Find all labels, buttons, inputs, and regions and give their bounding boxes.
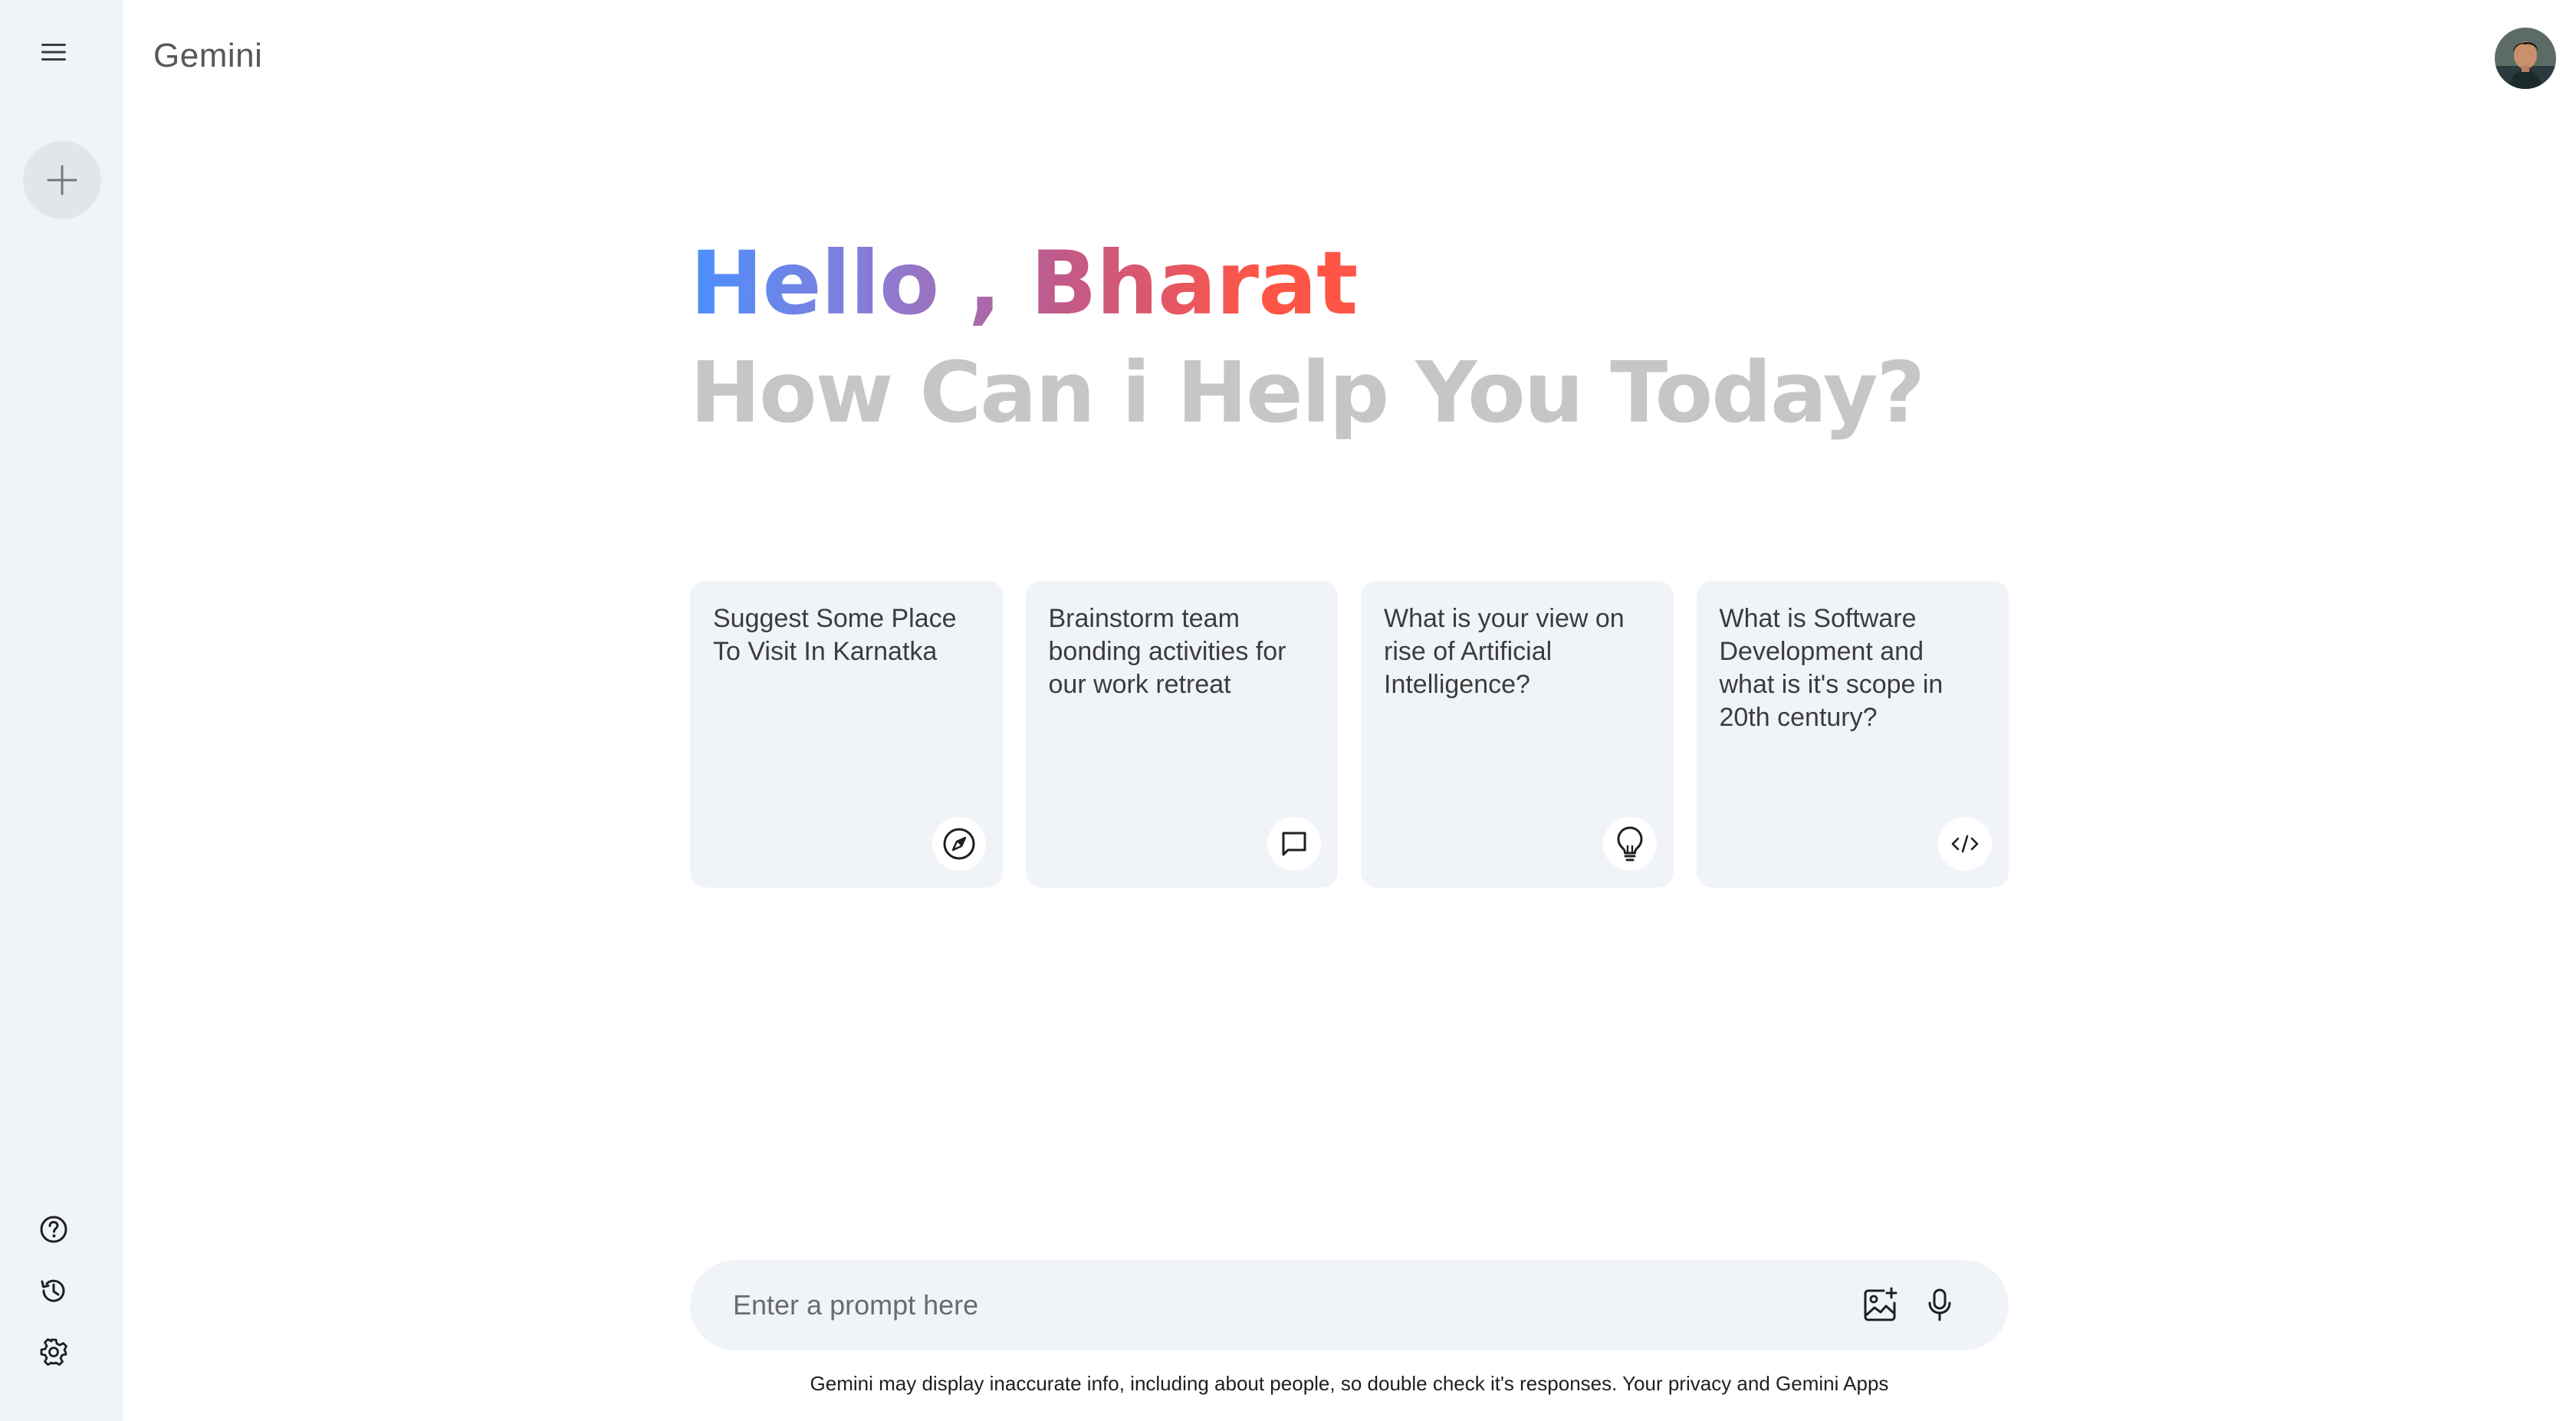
gear-icon xyxy=(38,1337,69,1367)
help-circle-icon xyxy=(38,1214,69,1245)
mic-icon xyxy=(1927,1288,1953,1323)
message-icon xyxy=(1279,829,1309,859)
greeting-hello: Hello , Bharat xyxy=(690,230,1358,337)
suggestion-card-karnataka[interactable] xyxy=(690,581,1003,888)
plus-icon xyxy=(45,163,79,197)
card-text: What is your view on rise of Artificial Intelligence? xyxy=(1384,604,1625,699)
app-title: Gemini xyxy=(153,37,263,74)
settings-button[interactable] xyxy=(34,1332,74,1372)
card-icon-wrapper xyxy=(1603,817,1657,871)
compass-icon xyxy=(941,826,977,861)
suggestion-card-ai[interactable] xyxy=(1361,581,1674,888)
activity-button[interactable] xyxy=(34,1271,74,1311)
history-icon xyxy=(38,1275,69,1306)
gallery-icon xyxy=(1861,1286,1899,1324)
card-icon-wrapper xyxy=(1267,817,1321,871)
help-button[interactable] xyxy=(34,1209,74,1249)
menu-button[interactable] xyxy=(34,32,74,72)
user-avatar-icon xyxy=(2495,28,2556,89)
bulb-icon xyxy=(1615,825,1645,862)
card-text: Brainstorm team bonding activities for our work retreat xyxy=(1048,604,1286,699)
suggestion-card-software[interactable] xyxy=(1697,581,2009,888)
new-chat-button[interactable] xyxy=(23,141,101,219)
disclaimer-text: Gemini may display inaccurate info, including about people, so double check it's responses. Your privacy and Gemini Apps xyxy=(810,1372,1889,1395)
greeting-subtitle: How Can i Help You Today? xyxy=(690,343,1924,441)
code-icon xyxy=(1950,832,1980,855)
upload-image-button[interactable] xyxy=(1857,1282,1903,1328)
card-text: What is Software Development and what is it's scope in 20th century? xyxy=(1719,604,1944,732)
suggestion-cards xyxy=(690,581,2009,888)
voice-input-button[interactable] xyxy=(1917,1282,1963,1328)
card-icon-wrapper xyxy=(1938,817,1992,871)
prompt-bar xyxy=(690,1260,2009,1350)
hamburger-menu-icon xyxy=(40,41,67,63)
sidebar xyxy=(0,0,123,1421)
card-icon-wrapper xyxy=(932,817,986,871)
avatar[interactable] xyxy=(2495,28,2556,89)
card-text: Suggest Some Place To Visit In Karnatka xyxy=(713,604,957,666)
suggestion-card-brainstorm[interactable] xyxy=(1026,581,1339,888)
prompt-input[interactable] xyxy=(731,1260,1774,1350)
